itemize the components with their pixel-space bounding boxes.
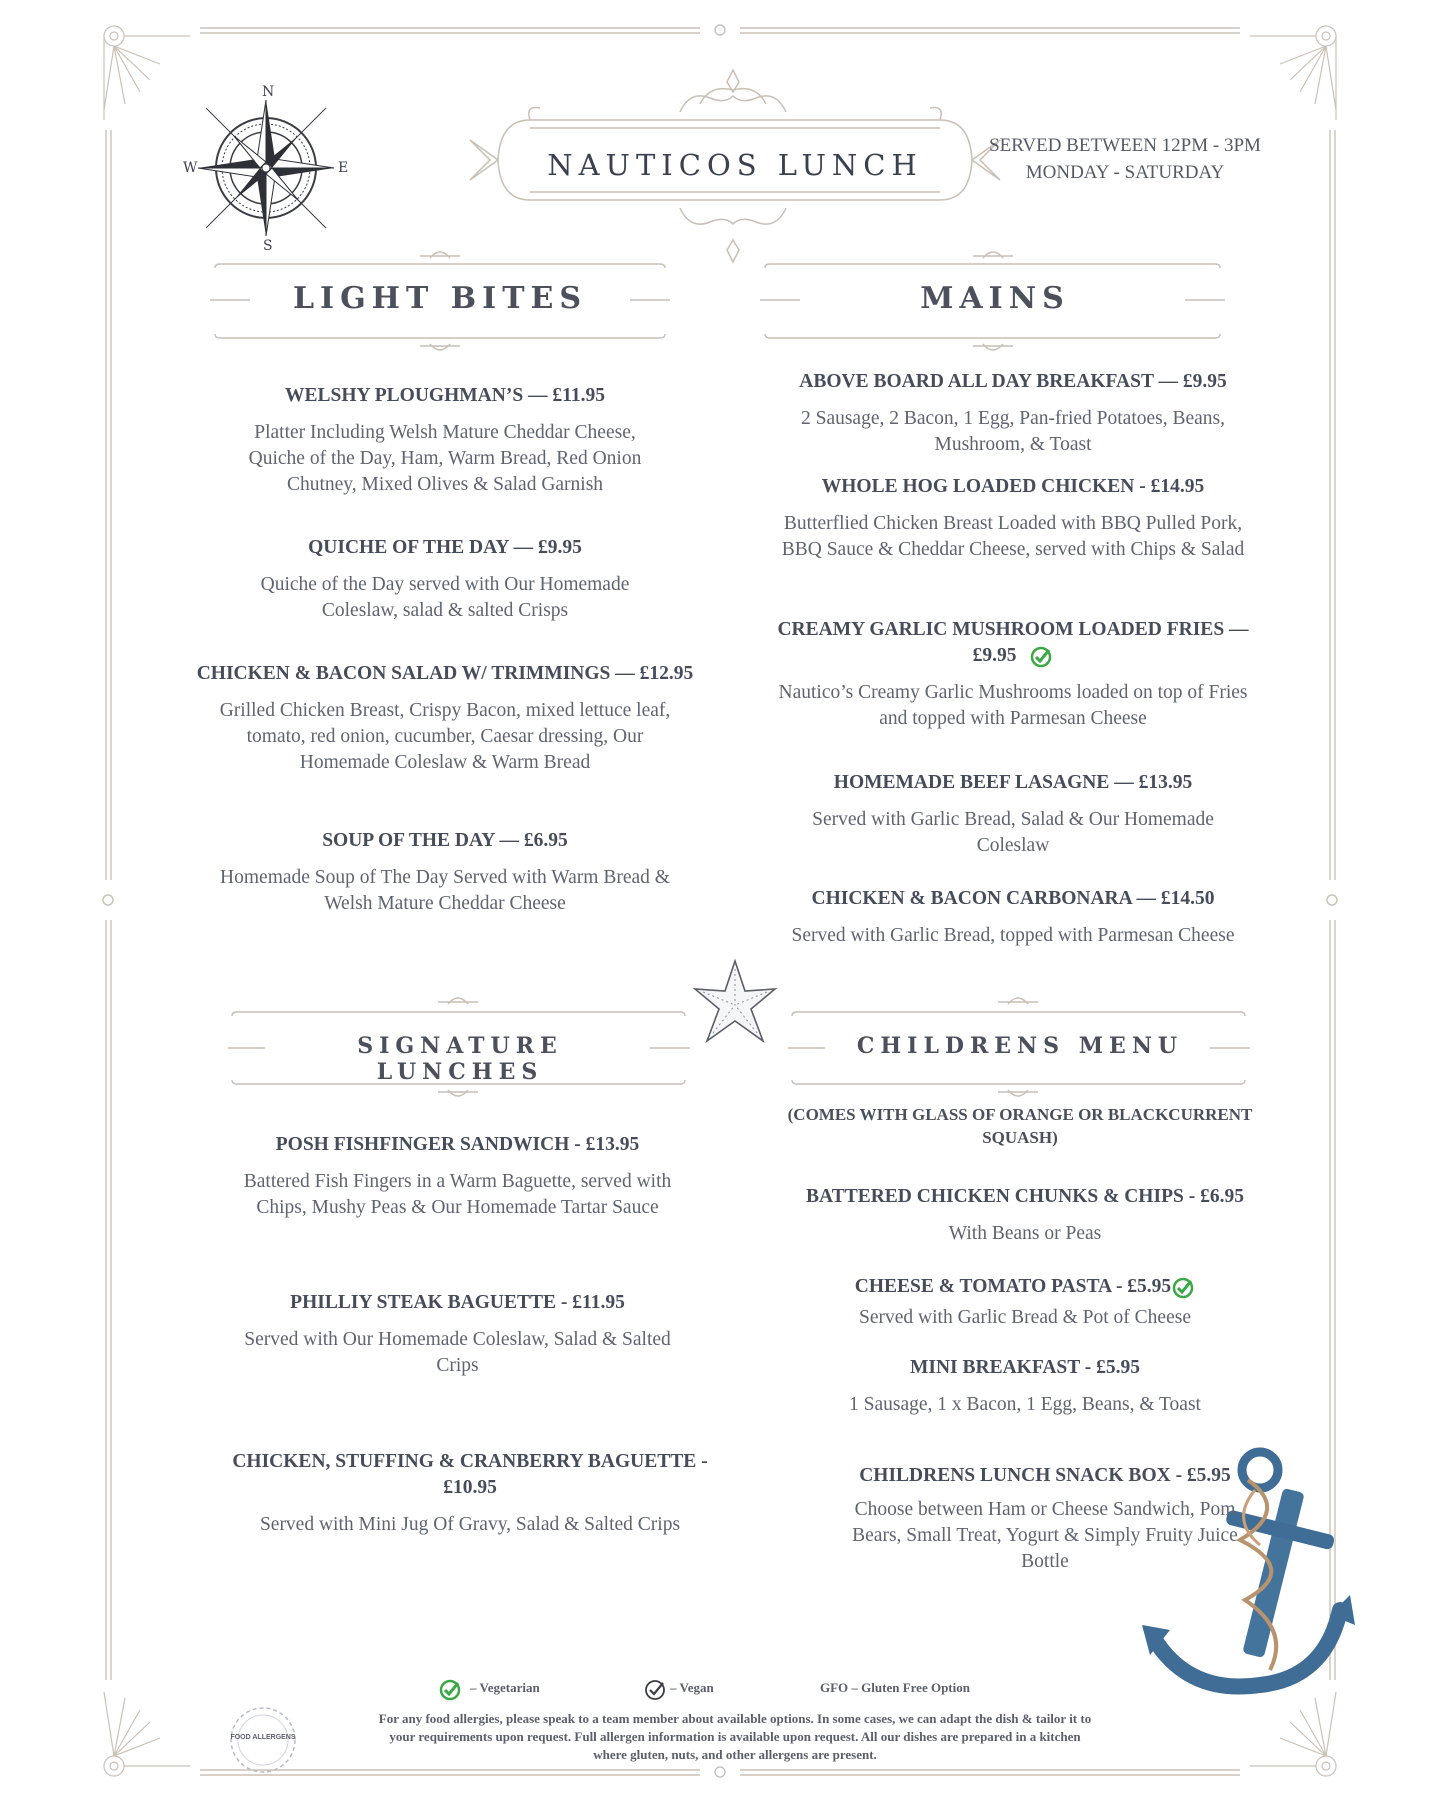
service-hours-line-1: SERVED BETWEEN 12PM - 3PM <box>989 135 1261 156</box>
menu-item <box>748 886 1278 949</box>
item-desc: 1 Sausage, 1 x Bacon, 1 Egg, Beans, & Toast <box>849 1394 1201 1415</box>
food-allergens-badge <box>228 1705 298 1775</box>
item-desc: Mushroom, & Toast <box>934 434 1092 455</box>
item-name-line <box>770 1274 1280 1300</box>
item-name: QUICHE OF THE DAY — £9.95 <box>308 537 582 558</box>
item-name: WELSHY PLOUGHMAN’S — £11.95 <box>285 385 605 406</box>
allergen-notice-line: where gluten, nuts, and other allergens are present. <box>593 1747 877 1762</box>
menu-item <box>205 828 685 917</box>
item-name: ABOVE BOARD ALL DAY BREAKFAST — £9.95 <box>799 371 1227 392</box>
item-name: CHILDRENS LUNCH SNACK BOX - £5.95 <box>859 1465 1231 1486</box>
item-desc: Coleslaw, salad & salted Crisps <box>321 600 569 621</box>
item-name: CHICKEN, STUFFING & CRANBERRY BAGUETTE - <box>232 1451 708 1472</box>
item-name: HOMEMADE BEEF LASAGNE — £13.95 <box>833 772 1193 793</box>
item-desc: Grilled Chicken Breast, Crispy Bacon, mixed lettuce leaf, <box>219 700 671 721</box>
note-line: (COMES WITH GLASS OF ORANGE OR BLACKCURRENT <box>787 1105 1253 1124</box>
item-price-line <box>748 643 1278 669</box>
legend-vegan: – Vegan <box>670 1680 714 1695</box>
menu-item <box>748 770 1278 859</box>
menu-item <box>770 1184 1280 1247</box>
menu-item <box>195 661 695 776</box>
item-desc: Served with Garlic Bread, topped with Parmesan Cheese <box>791 925 1235 946</box>
allergen-notice-line: For any food allergies, please speak to a team member about available options. In some cases, we can adapt the dish & tailor it to <box>378 1711 1092 1726</box>
menu-item <box>748 369 1278 458</box>
item-desc: Butterflied Chicken Breast Loaded with BBQ Pulled Pork, <box>783 513 1243 534</box>
item-desc: Homemade Coleslaw & Warm Bread <box>299 752 591 773</box>
item-desc: tomato, red onion, cucumber, Caesar dressing, Our <box>246 726 644 747</box>
dietary-legend <box>438 1678 998 1704</box>
item-desc: Coleslaw <box>976 835 1050 856</box>
item-price: £10.95 <box>443 1477 497 1498</box>
item-desc: Crips <box>436 1355 479 1376</box>
item-desc: Chutney, Mixed Olives & Salad Garnish <box>286 474 604 495</box>
compass-label-s: S <box>263 238 273 254</box>
compass-label-w: W <box>183 160 198 176</box>
item-name: PHILLIY STEAK BAGUETTE - £11.95 <box>290 1292 625 1313</box>
item-desc: BBQ Sauce & Cheddar Cheese, served with Chips & Salad <box>781 539 1245 560</box>
childrens-note <box>770 1103 1270 1149</box>
menu-item <box>770 1355 1280 1418</box>
item-desc: With Beans or Peas <box>948 1223 1102 1244</box>
menu-item <box>205 1290 710 1379</box>
item-name: CREAMY GARLIC MUSHROOM LOADED FRIES — <box>777 619 1249 640</box>
section-title-signature-lunches: SIGNATURE LUNCHES <box>357 1033 563 1085</box>
item-desc: Choose between Ham or Cheese Sandwich, Pom <box>854 1499 1236 1520</box>
item-desc: Chips, Mushy Peas & Our Homemade Tartar Sauce <box>256 1197 659 1218</box>
item-desc: Bears, Small Treat, Yogurt & Simply Fruity Juice <box>852 1525 1238 1546</box>
menu-item <box>790 1463 1300 1575</box>
item-name: CHICKEN & BACON CARBONARA — £14.50 <box>811 888 1215 909</box>
item-desc: Quiche of the Day served with Our Homemade <box>260 574 630 595</box>
menu-item <box>748 617 1278 732</box>
allergen-notice-line: your requirements upon request. Full allergen information is available upon request. All our dishes are prepared in a kitchen <box>389 1729 1081 1744</box>
item-desc: Quiche of the Day, Ham, Warm Bread, Red Onion <box>248 448 642 469</box>
item-name: POSH FISHFINGER SANDWICH - £13.95 <box>275 1134 640 1155</box>
item-price: £9.95 <box>972 645 1017 666</box>
menu-item <box>205 535 685 624</box>
compass-label-e: E <box>338 160 349 176</box>
item-name: CHICKEN & BACON SALAD W/ TRIMMINGS — £12.95 <box>196 663 694 684</box>
item-desc: Bottle <box>1021 1551 1069 1572</box>
menu-item <box>205 1132 710 1221</box>
section-title-mains: MAINS <box>920 281 1070 316</box>
legend-gfo: GFO – Gluten Free Option <box>820 1680 970 1695</box>
item-name: WHOLE HOG LOADED CHICKEN - £14.95 <box>821 476 1205 497</box>
compass-icon <box>198 100 334 236</box>
legend-vegetarian: – Vegetarian <box>470 1680 540 1695</box>
item-desc: Platter Including Welsh Mature Cheddar Cheese, <box>254 422 636 443</box>
item-desc: Homemade Soup of The Day Served with Warm Bread & <box>220 867 670 888</box>
light-bites-list <box>205 383 685 498</box>
vegetarian-icon <box>438 1678 462 1702</box>
note-line: SQUASH) <box>982 1128 1058 1147</box>
service-hours <box>975 132 1275 186</box>
menu-item <box>205 383 685 498</box>
item-desc: Served with Mini Jug Of Gravy, Salad & Salted Crips <box>259 1514 681 1535</box>
compass-label-n: N <box>262 84 275 100</box>
item-name: SOUP OF THE DAY — £6.95 <box>322 830 568 851</box>
item-desc: Served with Garlic Bread, Salad & Our Homemade <box>812 809 1214 830</box>
section-title-childrens-menu: CHILDRENS MENU <box>856 1033 1184 1059</box>
vegetarian-icon <box>1029 645 1053 669</box>
menu-item <box>748 474 1278 563</box>
item-desc: Welsh Mature Cheddar Cheese <box>324 893 566 914</box>
page-title: NAUTICOS LUNCH <box>547 148 923 182</box>
section-title-light-bites: LIGHT BITES <box>292 281 588 316</box>
item-name: MINI BREAKFAST - £5.95 <box>909 1357 1141 1378</box>
starfish-icon <box>695 961 775 1041</box>
item-desc: Nautico’s Creamy Garlic Mushrooms loaded on top of Fries <box>778 682 1248 703</box>
item-desc: Served with Our Homemade Coleslaw, Salad & Salted <box>244 1329 671 1350</box>
menu-item <box>205 1449 735 1538</box>
vegan-icon <box>643 1678 667 1702</box>
item-name: CHEESE & TOMATO PASTA - £5.95 <box>854 1276 1172 1297</box>
item-desc: 2 Sausage, 2 Bacon, 1 Egg, Pan-fried Potatoes, Beans, <box>800 408 1226 429</box>
item-name: BATTERED CHICKEN CHUNKS & CHIPS - £6.95 <box>806 1186 1244 1207</box>
item-desc: Battered Fish Fingers in a Warm Baguette, served with <box>243 1171 672 1192</box>
allergen-notice <box>300 1710 1170 1764</box>
allergens-badge-label: FOOD ALLERGENS <box>230 1734 296 1741</box>
vegetarian-icon <box>1171 1276 1195 1300</box>
service-hours-line-2: MONDAY - SATURDAY <box>1025 162 1225 183</box>
item-desc: Served with Garlic Bread & Pot of Cheese <box>859 1307 1191 1328</box>
item-desc: and topped with Parmesan Cheese <box>879 708 1147 729</box>
menu-item <box>770 1274 1280 1331</box>
